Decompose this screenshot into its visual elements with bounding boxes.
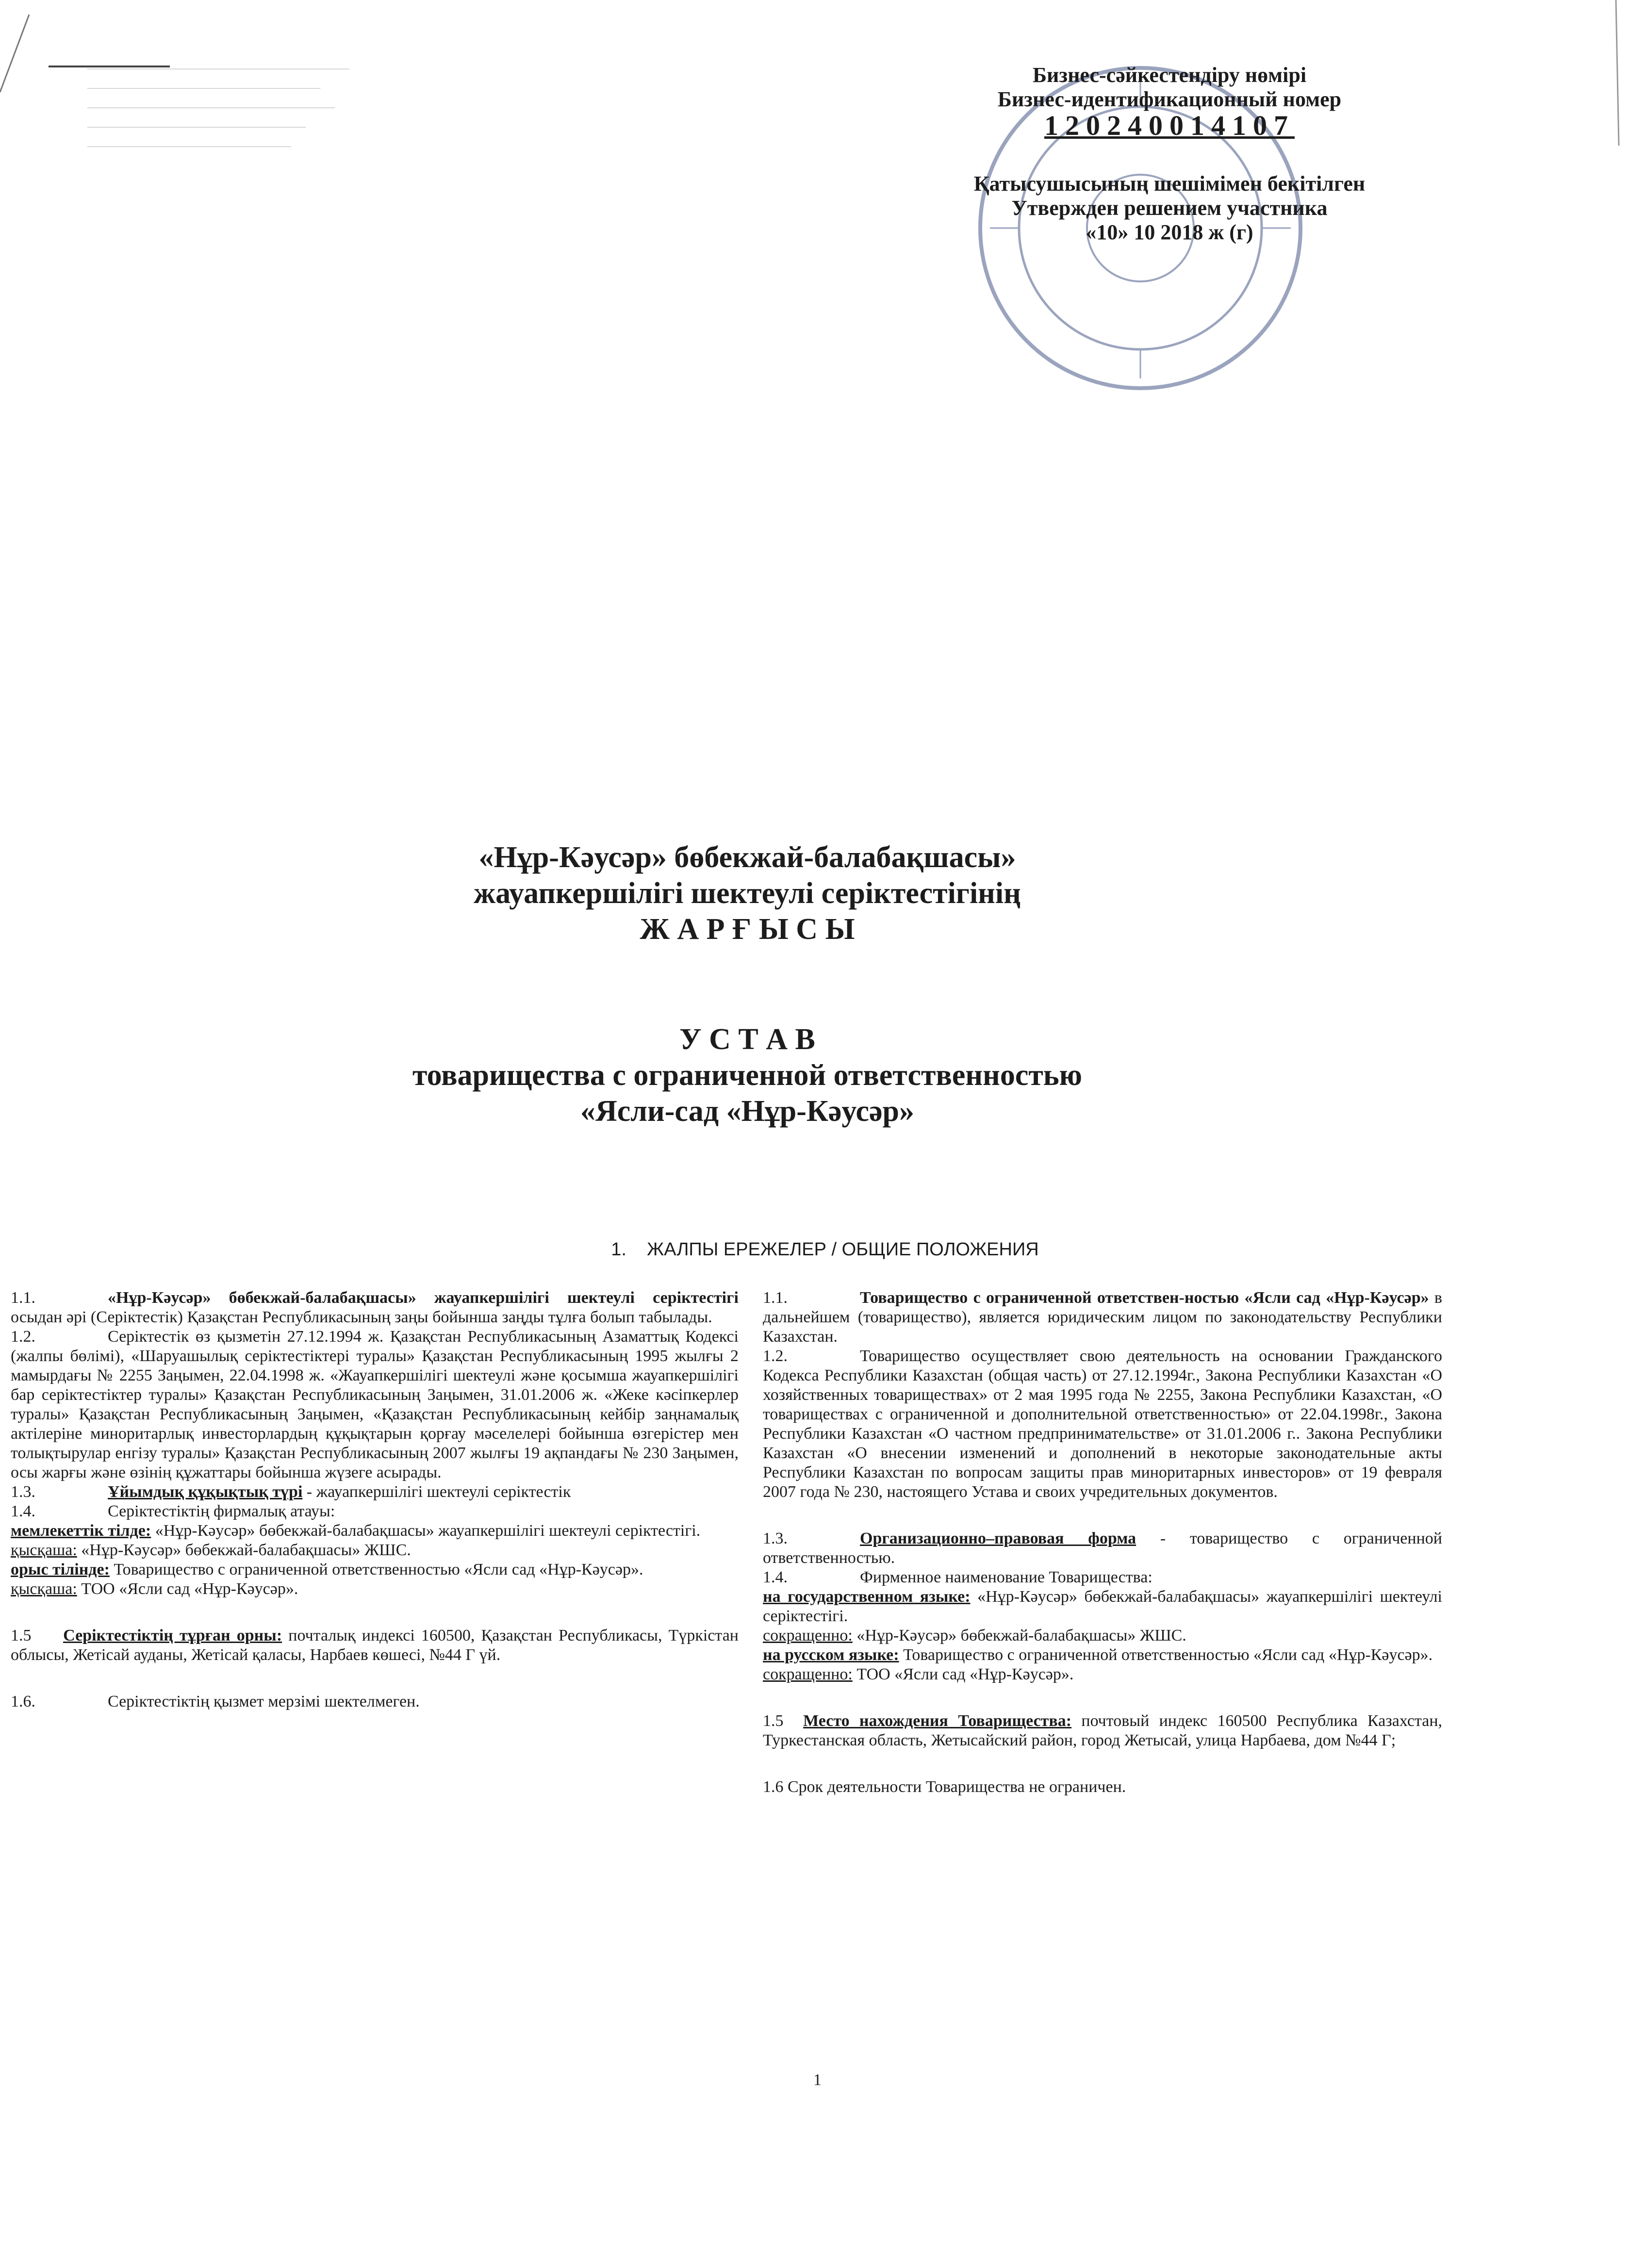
right-column-russian xyxy=(763,1288,1442,1797)
clause-1-4-ru-state: на государственном языке: «Нұр-Кәусәр» бөбекжай-балабақшасы» жауапкершілігі шектеулі серіктестігі. xyxy=(763,1588,1442,1625)
clause-1-3: 1.3. Ұйымдық құқықтық түрі - жауапкершілігі шектеулі серіктестік xyxy=(11,1483,571,1501)
clause-1-4-ru-name: 1.4. Фирменное наименование Товарищества: xyxy=(763,1568,1152,1586)
title-russian xyxy=(291,1021,1203,1129)
clause-1-5-ru: 1.5 Место нахождения Товарищества: почтовый индекс 160500 Республика Казахстан, Туркестанская область, Жетысайский район, город Жетысай, улица Нарбаева, дом №44 Г; xyxy=(763,1712,1443,1749)
title-kz-line2: жауапкершілігі шектеулі серіктестігінің xyxy=(474,877,1021,910)
approval-date: «10» 10 2018 ж (г) xyxy=(1086,220,1253,244)
clause-1-4-short: қысқаша: «Нұр-Кәусәр» бөбекжай-балабақшасы» ЖШС. xyxy=(11,1541,411,1559)
section-heading: 1. ЖАЛПЫ ЕРЕЖЕЛЕР / ОБЩИЕ ПОЛОЖЕНИЯ xyxy=(611,1239,1039,1260)
bin-number: 120240014107 xyxy=(1044,110,1295,141)
clause-1-2-ru: 1.2. Товарищество осуществляет свою деятельность на основании Гражданского Кодекса Республики Казахстан (общая часть) от 27.12.1994г., Закона Республики Казахстан «О хозяйственных товариществах» от 2 мая 1995 года № 2255, Закона Республики Казахстан, «О товариществах с ограниченной и дополнительной ответственностью» от 22.04.1998г., Закона Республики Казахстан «О частном предпринимательстве» от 31.01.2006 г.. Закона Республики Казахстан «О внесении изменений и дополнений в некоторые законодательные акты Республики Казахстан по вопросам защиты прав миноритарных инвесторов» от 19 февраля 2007 года № 230, настоящего Устава и своих учредительных документов. xyxy=(763,1347,1442,1501)
title-kz-line1: «Нұр-Кәусәр» бөбекжай-балабақшасы» xyxy=(478,841,1016,874)
title-kz-line3: Ж А Р Ғ Ы С Ы xyxy=(640,913,855,946)
clause-1-1-ru: 1.1. Товарищество с ограниченной ответствен-ностью «Ясли сад «Нұр-Кәусәр» в дальнейшем (товарищество), является юридическим лицом по законодательству Республики Казахстан. xyxy=(763,1289,1442,1346)
clause-1-4-ru-short: сокращенно: «Нұр-Кәусәр» бөбекжай-балабақшасы» ЖШС. xyxy=(763,1627,1186,1644)
edge-line xyxy=(1601,0,1630,146)
clause-1-4-ru-short2: сокращенно: ТОО «Ясли сад «Нұр-Кәусәр». xyxy=(763,1665,1074,1683)
approval-ru: Утвержден решением участника xyxy=(1011,196,1328,220)
clause-1-4-short2: қысқаша: ТОО «Ясли сад «Нұр-Кәусәр». xyxy=(11,1580,298,1598)
title-ru-line1: У С Т А В xyxy=(679,1023,815,1056)
bin-label-ru: Бизнес-идентификационный номер xyxy=(997,87,1342,111)
registration-header xyxy=(883,63,1456,245)
approval-kz: Қатысушысының шешімімен бекітілген xyxy=(973,172,1366,196)
clause-1-4-ru: орыс тілінде: Товарищество с ограниченной ответственностью «Ясли сад «Нұр-Кәусәр». xyxy=(11,1561,643,1578)
clause-1-6-ru: 1.6 Срок деятельности Товарищества не ограничен. xyxy=(763,1778,1126,1796)
title-kazakh xyxy=(291,839,1203,947)
clause-1-4-state: мемлекеттік тілде: «Нұр-Кәусәр» бөбекжай-балабақшасы» жауапкершілігі шектеулі серіктестігі. xyxy=(11,1522,701,1540)
clause-1-2: 1.2. Серіктестік өз қызметін 27.12.1994 ж. Қазақстан Республикасының Азаматтық Кодексі (жалпы бөлімі), «Шаруашылық серіктестіктері туралы» Қазақстан Республикасының 1995 жылғы 2 мамырдағы № 2255 Заңымен, 22.04.1998 ж. «Жауапкершілігі шектеулі және қосымша жауапкершілігі бар серіктестіктер туралы» Қазақстан Республикасының Заңымен, 31.01.2006 ж. «Жеке кәсіпкерлер туралы» Қазақстан Республикасының Заңымен, «Қазақстан Республикасының кейбір заңнамалық актілеріне миноритарлық инвесторлардың құқықтарын қорғау мәселелері бойынша өзгерістер мен толықтырулар енгізу туралы» Қазақстан Республикасының 2007 жылғы 19 ақпандағы № 230 Заңымен, осы жарғы және өзінің құжаттары бойынша жүзеге асырады. xyxy=(11,1328,739,1481)
clause-1-4: 1.4. Серіктестіктің фирмалық атауы: xyxy=(11,1502,335,1520)
corner-scratch xyxy=(0,0,58,97)
left-column-kazakh xyxy=(11,1288,739,1711)
faded-text-block: ____________________________________ ________________________________ __________________________________ ______________________________ ____________________________ xyxy=(87,55,349,148)
title-ru-line2: товарищества с ограниченной ответственностью xyxy=(412,1059,1082,1092)
page-number: 1 xyxy=(813,2071,822,2089)
title-ru-line3: «Ясли-сад «Нұр-Кәусәр» xyxy=(580,1095,915,1128)
clause-1-1: 1.1. «Нұр-Кәусәр» бөбекжай-балабақшасы» жауапкершілігі шектеулі серіктестігі осыдан әрі (Серіктестік) Қазақстан Республикасының заңы бойынша заңды тұлға болып табылады. xyxy=(11,1289,739,1326)
clause-1-3-ru: 1.3. Организационно–правовая форма - товарищество с ограниченной ответственностью. xyxy=(763,1529,1442,1567)
bin-label-kz: Бизнес-сәйкестендіру нөмірі xyxy=(1032,63,1307,87)
clause-1-6: 1.6. Серіктестіктің қызмет мерзімі шектелмеген. xyxy=(11,1693,420,1710)
clause-1-5: 1.5 Серіктестіктің тұрған орны: почталық индексі 160500, Қазақстан Республикасы, Түркістан облысы, Жетісай ауданы, Жетісай қаласы, Нарбаев көшесі, №44 Г үй. xyxy=(11,1627,739,1664)
clause-1-4-ru-russian: на русском языке: Товарищество с ограниченной ответственностью «Ясли сад «Нұр-Кәусәр». xyxy=(763,1646,1433,1664)
